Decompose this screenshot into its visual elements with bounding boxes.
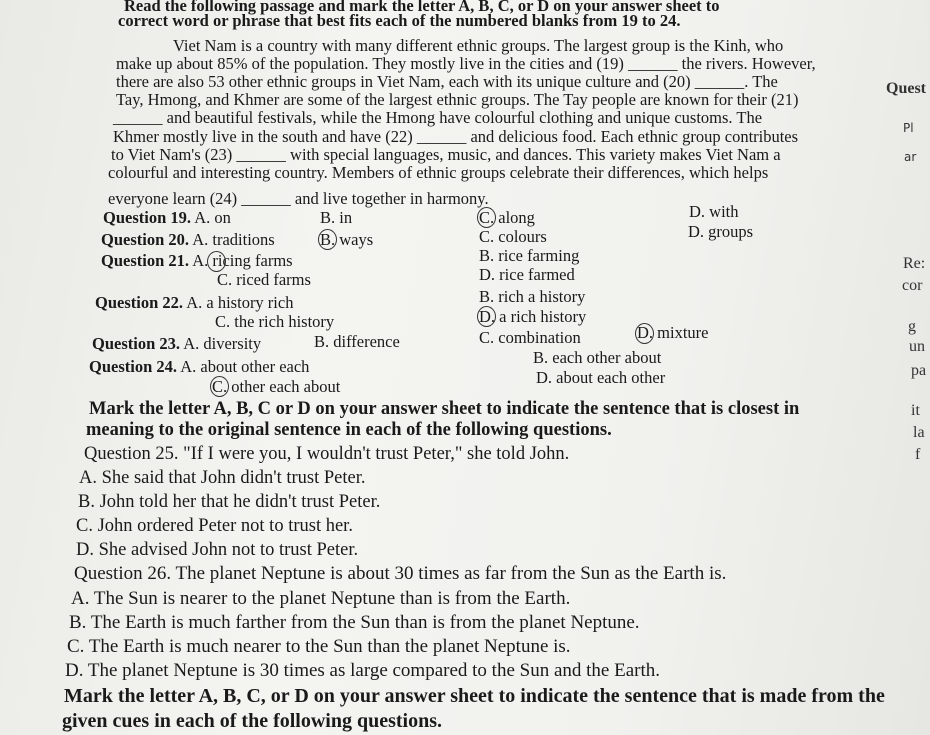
- option-b: B. difference: [314, 332, 400, 351]
- question-label: Question 23.: [92, 334, 181, 353]
- passage-line: make up about 85% of the population. They mostly live in the cities and (19) ______ the rivers. However,: [116, 54, 816, 73]
- question-label: Question 21.: [101, 251, 190, 270]
- option-d: D. The planet Neptune is 30 times as large compared to the Sun and the Earth.: [65, 660, 661, 681]
- instruction-line: Read the following passage and mark the letter A, B, C, or D on your answer sheet to: [124, 0, 720, 15]
- option-c: C. the rich history: [215, 312, 335, 331]
- instruction-line: Mark the letter A, B, C or D on your answer sheet to indicate the sentence that is closest in: [89, 399, 800, 419]
- margin-fragment: f: [915, 446, 921, 463]
- passage-line: everyone learn (24) ______ and live together in harmony.: [108, 189, 489, 208]
- question-label: Question 20.: [101, 230, 190, 249]
- option-d: D. with: [689, 202, 739, 221]
- option-c: C. other each about: [212, 377, 341, 396]
- option-b: B. each other about: [533, 348, 662, 367]
- margin-fragment: un: [909, 338, 925, 355]
- instruction-line: correct word or phrase that best fits each of the numbered blanks from 19 to 24.: [118, 11, 681, 30]
- option-b: B. John told her that he didn't trust Peter.: [78, 492, 381, 512]
- option-d: D. She advised John not to trust Peter.: [76, 540, 359, 560]
- option-a: A. a history rich: [186, 293, 294, 312]
- question-19: [103, 209, 231, 227]
- option-a: A. diversity: [183, 334, 262, 353]
- answer-circle-19-c: [477, 207, 496, 228]
- question-label: Question 19.: [103, 208, 192, 227]
- option-b: B. in: [320, 208, 353, 227]
- option-c: C. The Earth is much nearer to the Sun than the planet Neptune is.: [67, 636, 571, 657]
- instruction-line: Mark the letter A, B, C, or D on your answer sheet to indicate the sentence that is made from the: [64, 685, 885, 707]
- answer-circle-22-d: [477, 306, 496, 327]
- question-22: [95, 294, 293, 312]
- option-c: C. riced farms: [217, 270, 311, 289]
- passage-line: there are also 53 other ethnic groups in Viet Nam, each with its unique culture and (20) ______. The: [116, 72, 778, 91]
- instruction-line: meaning to the original sentence in each of the following questions.: [86, 420, 612, 440]
- option-c: C. along: [479, 208, 535, 227]
- option-a: A. on: [194, 208, 231, 227]
- option-b: B. ways: [320, 230, 374, 249]
- option-c: C. colours: [479, 227, 547, 246]
- option-a: A. The Sun is nearer to the planet Neptune than is from the Earth.: [71, 588, 571, 609]
- option-c: C. John ordered Peter not to trust her.: [76, 516, 353, 536]
- margin-fragment: la: [913, 424, 925, 441]
- passage-line: colourful and interesting country. Members of ethnic groups celebrate their differences, which helps: [108, 163, 769, 182]
- question-25-stem: [84, 443, 569, 465]
- option-d: D. rice farmed: [479, 265, 575, 284]
- option-d: D. about each other: [536, 368, 666, 387]
- option-a: A. She said that John didn't trust Peter.: [79, 468, 366, 488]
- passage-line: Tay, Hmong, and Khmer are some of the largest ethnic groups. The Tay people are known for their (21): [116, 90, 799, 109]
- margin-fragment: pa: [911, 362, 927, 379]
- option-a: A. about other each: [180, 357, 310, 376]
- margin-fragment: g: [908, 318, 916, 335]
- margin-fragment: Re:: [903, 255, 926, 272]
- question-20: [101, 231, 275, 249]
- margin-fragment: Quest: [886, 80, 926, 97]
- question-label: Question 22.: [95, 293, 184, 312]
- answer-circle-23-d: [635, 323, 654, 344]
- option-a: A. traditions: [192, 230, 275, 249]
- option-d: D. a rich history: [479, 307, 587, 326]
- question-26-stem: Question 26. The planet Neptune is about 30 times as far from the Sun as the Earth is.: [74, 563, 727, 584]
- passage-line: ______ and beautiful festivals, while the Hmong have colourful clothing and unique customs. The: [113, 108, 763, 127]
- option-a: A. ricing farms: [192, 251, 293, 270]
- passage-line: to Viet Nam's (23) ______ with special languages, music, and dances. This variety makes Viet Nam a: [111, 145, 781, 164]
- answer-circle-20-b: [318, 229, 337, 250]
- option-d: D. mixture: [637, 323, 709, 342]
- passage-line: Khmer mostly live in the south and have (22) ______ and delicious food. Each ethnic group contributes: [113, 127, 799, 146]
- question-24: [89, 358, 309, 376]
- question-label: Question 24.: [89, 357, 178, 376]
- option-b: B. rich a history: [479, 287, 586, 306]
- passage-line: Viet Nam is a country with many different ethnic groups. The largest group is the Kinh, who: [173, 36, 784, 55]
- answer-circle-24-c: [210, 376, 229, 397]
- option-b: B. The Earth is much farther from the Sun than is from the planet Neptune.: [69, 612, 640, 633]
- margin-fragment: it: [911, 402, 920, 419]
- question-23: [92, 335, 261, 353]
- answer-circle-21-a: [207, 251, 226, 272]
- option-d: D. groups: [688, 222, 754, 241]
- option-c: C. combination: [479, 328, 581, 347]
- question-text: Question 25. "If I were you, I wouldn't trust Peter," she told John.: [84, 444, 570, 464]
- instruction-line: given cues in each of the following questions.: [62, 710, 443, 732]
- question-21: [101, 252, 293, 270]
- margin-fragment: cor: [902, 277, 923, 294]
- margin-fragment: Pl: [903, 121, 914, 135]
- margin-fragment: ar: [904, 150, 917, 164]
- option-b: B. rice farming: [479, 246, 580, 265]
